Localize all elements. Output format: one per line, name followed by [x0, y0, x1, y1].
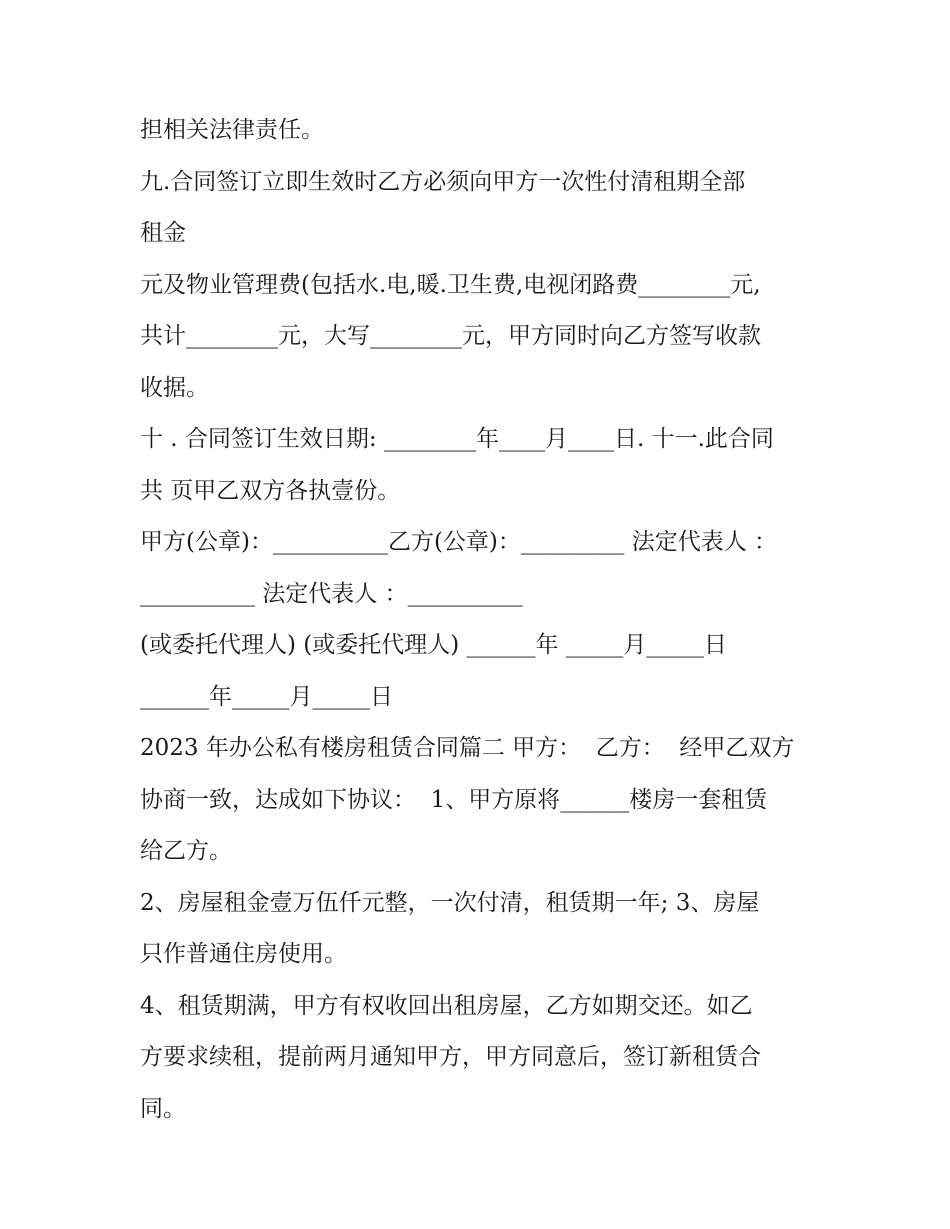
- text-line: __________ 法定代表人 ：__________: [140, 580, 523, 607]
- text-line: (或委托代理人) (或委托代理人) ______年 _____月_____日: [140, 632, 727, 658]
- text-line: 同。: [140, 1095, 186, 1122]
- text-line: 收据。: [140, 374, 209, 401]
- text-line: 给乙方。: [140, 838, 232, 864]
- text-line: 2、房屋租金壹万伍仟元整，一次付清，租赁期一年; 3、房屋: [140, 889, 760, 916]
- text-line: 元及物业管理费(包括水.电,暖.卫生费,电视闭路费________元,: [140, 271, 761, 298]
- text-line: 甲方(公章)：__________乙方(公章)：_________ 法定代表人 ：: [140, 529, 778, 555]
- text-line: 共计________元，大写________元，甲方同时向乙方签写收款: [140, 323, 761, 349]
- text-line: 方要求续租，提前两月通知甲方，甲方同意后，签订新租赁合: [140, 1044, 761, 1070]
- text-line: 九.合同签订立即生效时乙方必须向甲方一次性付清租期全部: [140, 168, 746, 195]
- text-line: 担相关法律责任。: [140, 117, 324, 143]
- text-line: ______年_____月_____日: [140, 683, 393, 710]
- text-line: 2023 年办公私有楼房租赁合同篇二 甲方： 乙方： 经甲乙双方: [140, 735, 795, 761]
- text-line: 协商一致，达成如下协议： 1、甲方原将______楼房一套租赁: [140, 786, 768, 813]
- text-line: 共 页甲乙双方各执壹份。: [140, 477, 401, 504]
- contract-text: [140, 105, 820, 1135]
- text-line: 租金: [140, 220, 186, 246]
- text-line: 十 . 合同签订生效日期: ________年____月____日. 十一.此合同: [140, 426, 774, 452]
- text-line: 只作普通住房使用。: [140, 941, 347, 967]
- text-line: 4、租赁期满，甲方有权收回出租房屋，乙方如期交还。如乙: [140, 992, 753, 1019]
